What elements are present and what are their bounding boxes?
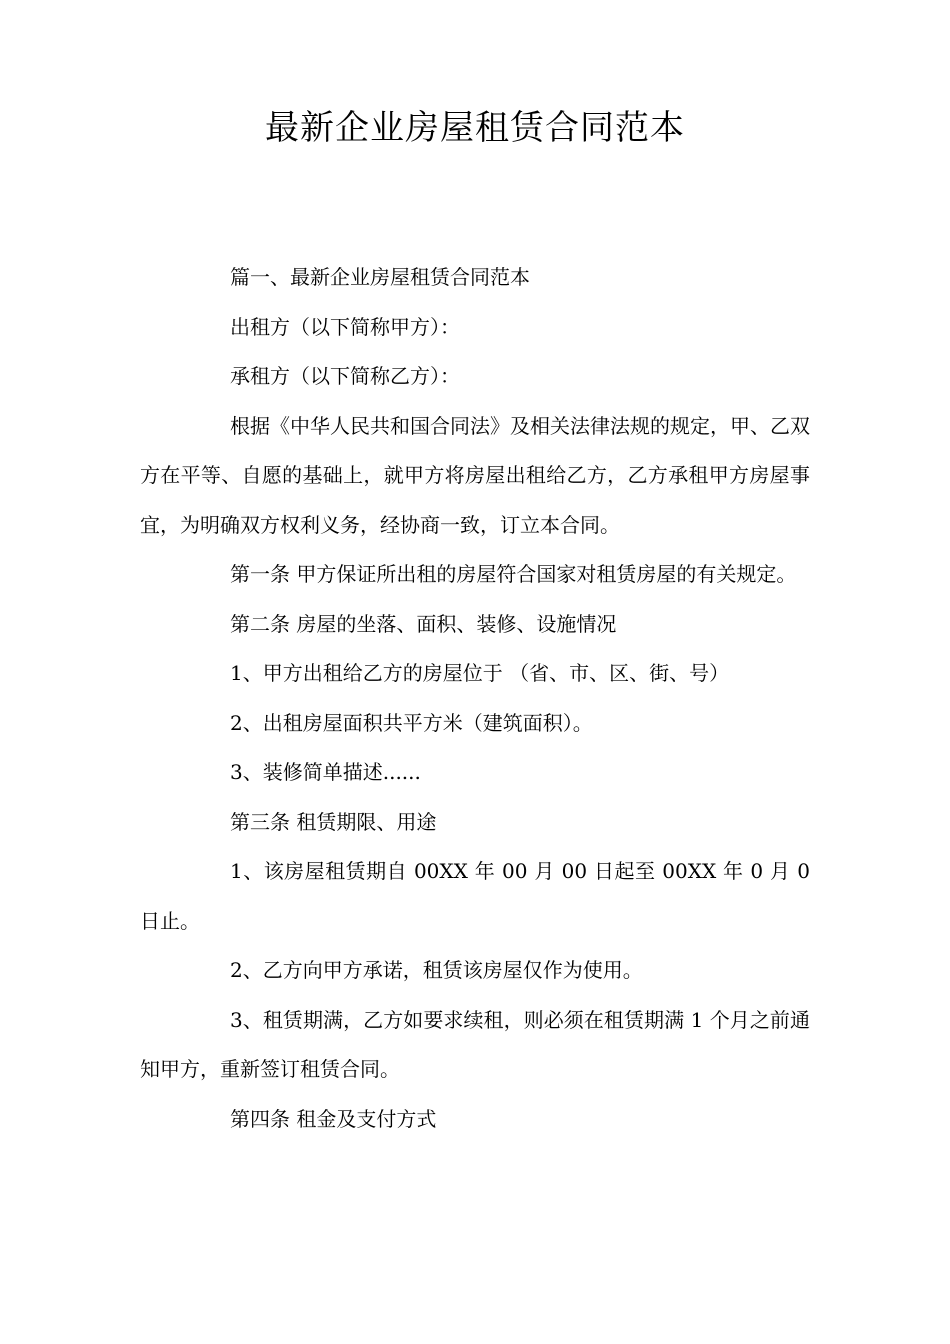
paragraph-article-2: 第二条 房屋的坐落、面积、装修、设施情况 (230, 611, 617, 636)
paragraph-section-heading: 篇一、最新企业房屋租赁合同范本 (230, 265, 530, 289)
paragraph-preamble: 根据《中华人民共和国合同法》及相关法律法规的规定，甲、乙双方在平等、自愿的基础上，就甲方将房屋出租给乙方，乙方承租甲方房屋事宜，为明确双方权利义务，经协商一致，订立本合同。 (140, 413, 810, 537)
paragraph-article-2-item-1: 1、甲方出租给乙方的房屋位于 （省、市、区、街、号） (230, 661, 730, 685)
document-body (140, 253, 810, 1144)
paragraph-lessee: 承租方（以下简称乙方）： (230, 364, 460, 388)
paragraph-article-3: 第三条 租赁期限、用途 (230, 809, 437, 834)
document-title: 最新企业房屋租赁合同范本 (265, 108, 685, 148)
paragraph-article-3-item-1: 1、该房屋租赁期自 00XX 年 00 月 00 日起至 00XX 年 0 月 0 日止。 (140, 859, 810, 933)
paragraph-article-3-item-3: 3、租赁期满，乙方如要求续租，则必须在租赁期满 1 个月之前通知甲方，重新签订租赁合同。 (140, 1007, 810, 1081)
paragraph-article-2-item-2: 2、出租房屋面积共平方米（建筑面积）。 (230, 710, 593, 735)
paragraph-lessor: 出租方（以下简称甲方）： (230, 314, 460, 339)
paragraph-article-2-item-3: 3、装修简单描述...... (230, 760, 421, 784)
paragraph-article-1: 第一条 甲方保证所出租的房屋符合国家对租赁房屋的有关规定。 (230, 562, 797, 586)
paragraph-article-4: 第四条 租金及支付方式 (230, 1106, 437, 1131)
paragraph-article-3-item-2: 2、乙方向甲方承诺，租赁该房屋仅作为使用。 (230, 958, 643, 982)
